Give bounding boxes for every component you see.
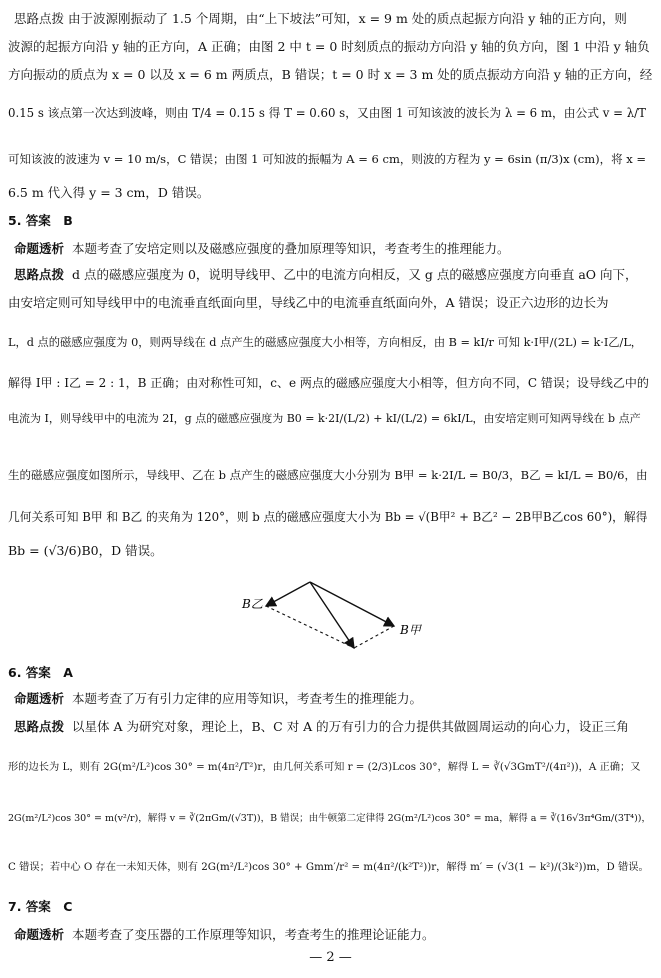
q5-answer-heading: 5. 答案 B	[8, 213, 73, 228]
label-b-jia: B甲	[400, 623, 421, 637]
page-number: — 2 —	[309, 950, 352, 965]
q6-hint	[14, 718, 653, 736]
q5-analysis	[14, 240, 653, 258]
q4-line-1: 思路点拨 由于波源刚振动了 1.5 个周期，由“上下坡法”可知，x = 9 m 处的质点起振方向沿 y 轴的正方向，则	[14, 11, 627, 26]
q6-line-1: 以星体 A 为研究对象，理论上，B、C 对 A 的万有引力的合力提供其做圆周运动的向心力，设正三角	[72, 719, 629, 734]
q5-hint	[14, 266, 653, 284]
label-b-yi: B乙	[242, 597, 263, 611]
vector-b-jia	[310, 582, 394, 626]
q6-line-2: 形的边长为 L，则有 2G(m²/L²)cos 30° = m(4π²/T²)r，由几何关系可知 r = (2/3)Lcos 30°，解得 L = ∛(√3GmT²/(4π²))，A 正确；又	[8, 761, 641, 773]
q4-line-6: 6.5 m 代入得 y = 3 cm，D 错误。	[8, 185, 210, 200]
q5-analysis-label: 命题透析	[14, 241, 65, 256]
vector-b-yi	[266, 582, 310, 606]
q5-analysis-text: 本题考查了安培定则以及磁感应强度的叠加原理等知识，考查考生的推理能力。	[72, 241, 510, 256]
q7-analysis-label: 命题透析	[14, 927, 65, 942]
q5-line-6: 生的磁感应强度如图所示，导线甲、乙在 b 点产生的磁感应强度大小分别为 B甲 = k·2I/L = B0/3，B乙 = kI/L = B0/6，由	[8, 468, 648, 482]
q6-answer-heading: 6. 答案 A	[8, 665, 73, 680]
q6-analysis-label: 命题透析	[14, 691, 65, 706]
q4-line-3: 方向振动的质点为 x = 0 以及 x = 6 m 两质点，B 错误；t = 0 时 x = 3 m 处的质点振动方向沿 y 轴的正方向，经	[8, 67, 653, 82]
q5-line-8: Bb = (√3/6)B0，D 错误。	[8, 543, 163, 558]
q7-analysis-text: 本题考查了变压器的工作原理等知识，考查考生的推理论证能力。	[72, 927, 435, 942]
q5-line-3: L，d 点的磁感应强度为 0，则两导线在 d 点产生的磁感应强度大小相等，方向相反，由 B = kI/r 可知 k·I甲/(2L) = k·I乙/L，	[8, 336, 643, 349]
q6-hint-label: 思路点拨	[14, 719, 65, 734]
q5-line-7: 几何关系可知 B甲 和 B乙 的夹角为 120°，则 b 点的磁感应强度大小为 Bb = √(B甲² + B乙² − 2B甲B乙cos 60°)，解得	[8, 510, 648, 524]
q6-analysis-text: 本题考查了万有引力定律的应用等知识，考查考生的推理能力。	[72, 691, 423, 706]
q5-line-5: 电流为 I，则导线甲中的电流为 2I，g 点的磁感应强度为 B0 = k·2I/(L/2) + kI/(L/2) = 6kI/L，由安培定则可知两导线在 b 点产	[8, 412, 641, 425]
q4-line-5: 可知该波的波速为 v = 10 m/s，C 错误；由图 1 可知波的振幅为 A = 6 cm，则波的方程为 y = 6sin (π/3)x (cm)，将 x =	[8, 152, 647, 166]
dashed-construction-2	[354, 626, 394, 648]
q7-answer-heading: 7. 答案 C	[8, 899, 73, 914]
q4-line-4: 0.15 s 该点第一次达到波峰，则由 T/4 = 0.15 s 得 T = 0.60 s，又由图 1 可知该波的波长为 λ = 6 m，由公式 v = λ/T	[8, 106, 646, 120]
q6-line-4: C 错误；若中心 O 存在一未知天体，则有 2G(m²/L²)cos 30° + Gmm′/r² = m(4π²/(k²T²))r，解得 m′ = (√3(1 − k²)/(3k²))m，D 错误。	[8, 861, 649, 873]
q7-analysis	[14, 926, 653, 944]
q5-line-2: 由安培定则可知导线甲中的电流垂直纸面向里，导线乙中的电流垂直纸面向外，A 错误；设正六边形的边长为	[8, 295, 609, 310]
q5-line-4: 解得 I甲 : I乙 = 2 : 1，B 正确；由对称性可知，c、e 两点的磁感应强度大小相等，但方向不同，C 错误；设导线乙中的	[8, 376, 649, 390]
q5-hint-label: 思路点拨	[14, 267, 65, 282]
q6-line-3: 2G(m²/L²)cos 30° = m(v²/r)，解得 v = ∛(2πGm/(√3T))，B 错误；由牛顿第二定律得 2G(m²/L²)cos 30° = ma，解得 a = ∛(16√3π⁴Gm/(3T⁴))，	[8, 813, 652, 824]
q5-line-1: d 点的磁感应强度为 0，说明导线甲、乙中的电流方向相反，又 g 点的磁感应强度方向垂直 aO 向下，	[72, 267, 638, 282]
q4-line-2: 波源的起振方向沿 y 轴的正方向，A 正确；由图 2 中 t = 0 时刻质点的振动方向沿 y 轴的负方向，图 1 中沿 y 轴负	[8, 39, 650, 54]
q6-analysis	[14, 690, 653, 708]
magnetic-field-vector-diagram	[238, 578, 428, 658]
